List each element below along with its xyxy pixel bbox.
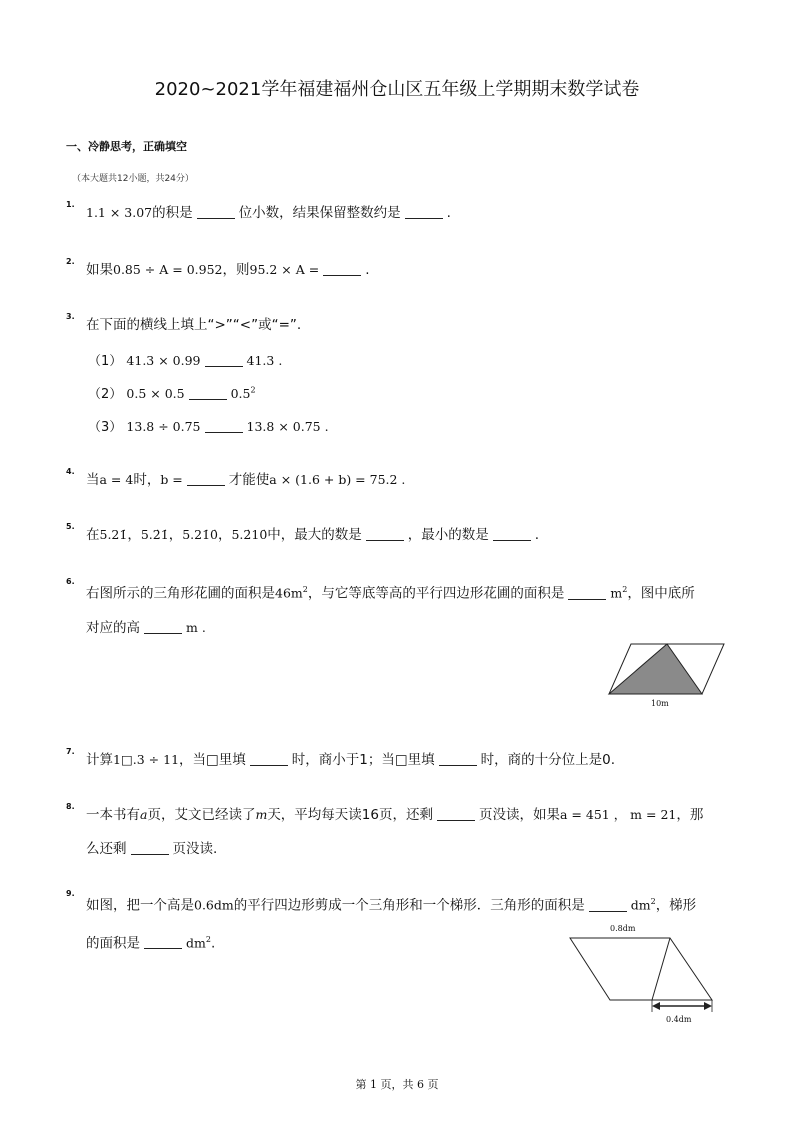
figure-bottom-label: 0.4dm: [666, 1015, 692, 1024]
cut-line: [652, 938, 670, 1000]
figure-top-label: 0.8dm: [610, 924, 636, 933]
answer-blank[interactable]: [323, 261, 361, 276]
answer-blank[interactable]: [144, 934, 182, 949]
parallelogram-cut-figure: [564, 918, 724, 1028]
answer-blank[interactable]: [131, 840, 169, 855]
figure-base-label: 10m: [651, 699, 669, 708]
page-footer: 第 1 页，共 6 页: [355, 1078, 439, 1091]
answer-blank[interactable]: [405, 204, 443, 219]
question-number: 5.: [66, 522, 75, 531]
answer-blank[interactable]: [189, 385, 227, 400]
answer-blank[interactable]: [197, 204, 235, 219]
question-2: 2.如果0.85 ÷ A = 0.952，则95.2 × A = .: [66, 253, 726, 287]
answer-blank[interactable]: [205, 418, 243, 433]
question-number: 9.: [66, 889, 75, 898]
question-number: 2.: [66, 257, 75, 266]
answer-blank[interactable]: [250, 751, 288, 766]
question-1: 1.1.1 × 3.07的积是 位小数，结果保留整数约是 .: [66, 196, 726, 230]
answer-blank[interactable]: [144, 619, 182, 634]
answer-blank[interactable]: [589, 897, 627, 912]
question-number: 4.: [66, 467, 75, 476]
question-4: 4.当a = 4时，b = 才能使a × (1.6 + b) = 75.2 .: [66, 463, 726, 497]
answer-blank[interactable]: [205, 352, 243, 367]
question-3-part-3: （3） 13.8 ÷ 0.75 13.8 × 0.75 .: [88, 419, 329, 435]
question-3-part-1: （1） 41.3 × 0.99 41.3 .: [88, 353, 283, 369]
question-3-part-2: （2） 0.5 × 0.5 $0.5^2$: [88, 385, 256, 402]
answer-blank[interactable]: [437, 806, 475, 821]
question-number: 8.: [66, 802, 75, 811]
question-number: 1.: [66, 200, 75, 209]
triangle-parallelogram-figure: [605, 640, 729, 712]
question-9: 9.如图，把一个高是0.6dm的平行四边形剪成一个三角形和一个梯形．三角形的面积是 $dm^2$，梯形 的面积是 $dm^2$.: [66, 885, 726, 960]
question-3: 3.在下面的横线上填上“>”“<”或“=”.: [66, 308, 726, 342]
section-note: （本大题共12小题，共24分）: [72, 174, 194, 184]
question-number: 7.: [66, 747, 75, 756]
answer-blank[interactable]: [493, 526, 531, 541]
question-number: 3.: [66, 312, 75, 321]
question-8: 8.一本书有a页，艾文已经读了m天，平均每天读16页，还剩 页没读，如果a = 451 ， m = 21，那 么还剩 页没读.: [66, 798, 726, 866]
answer-blank[interactable]: [568, 585, 606, 600]
question-5: 5.在5.21̇，5.2̇1̇，5.21̇0̇，5.2̇10̇中，最大的数是 ，最小的数是 .: [66, 518, 726, 552]
arrow-left-head: [652, 1002, 660, 1010]
parallelogram-outline: [570, 938, 712, 1000]
question-6: 6.右图所示的三角形花圃的面积是$46m^2$，与它等底等高的平行四边形花圃的面积是 $m^2$，图中底所 对应的高 m .: [66, 573, 726, 645]
question-7: 7.计算1□.3 ÷ 11，当□里填 时，商小于1；当□里填 时，商的十分位上是0.: [66, 743, 726, 777]
answer-blank[interactable]: [187, 471, 225, 486]
answer-blank[interactable]: [439, 751, 477, 766]
section-title: 一、冷静思考，正确填空: [66, 140, 187, 153]
shaded-triangle: [609, 644, 702, 694]
page-title: 2020~2021学年福建福州仓山区五年级上学期期末数学试卷: [154, 79, 640, 100]
question-number: 6.: [66, 577, 75, 586]
answer-blank[interactable]: [366, 526, 404, 541]
arrow-right-head: [704, 1002, 712, 1010]
